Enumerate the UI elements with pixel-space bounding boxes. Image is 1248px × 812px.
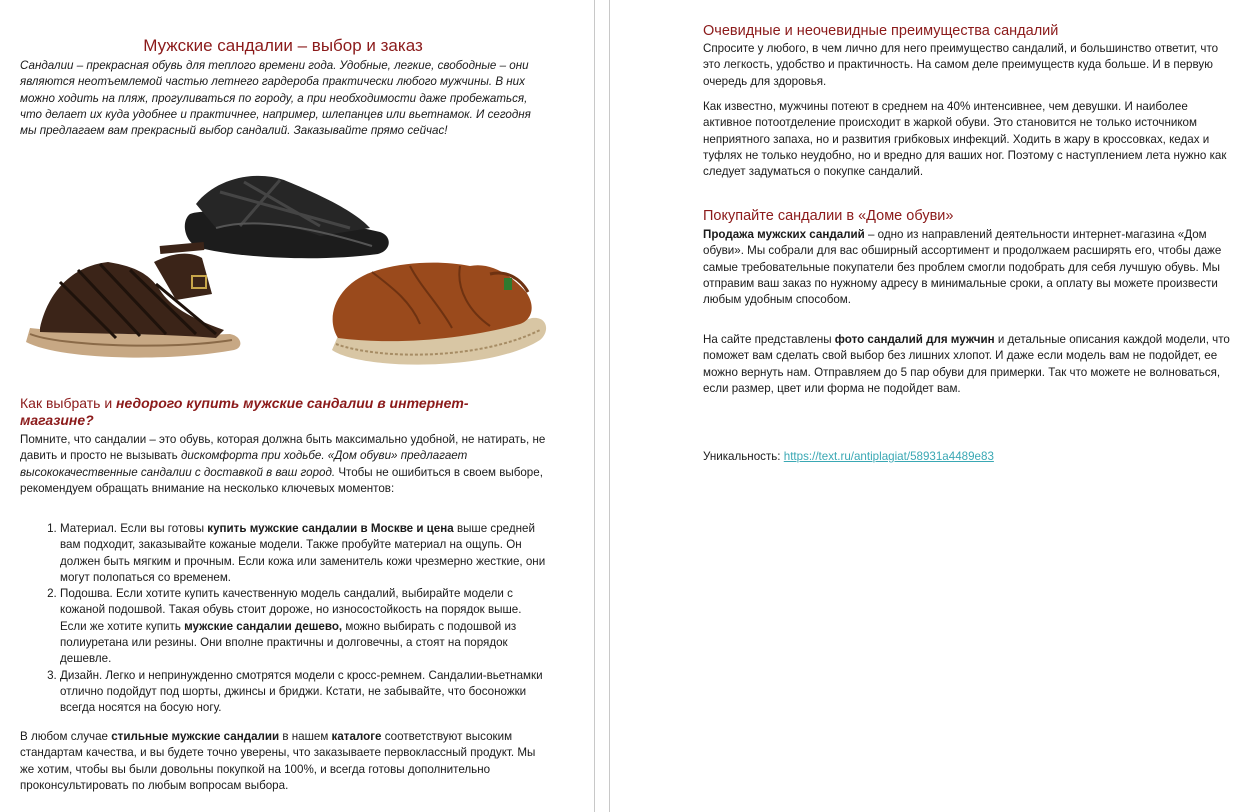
heading-prefix: Как выбрать и	[20, 395, 117, 411]
photos-paragraph: На сайте представлены фото сандалий для мужчин и детальные описания каждой модели, что поможет вам сделать свой выбор без лишних хлопот. И даже если модель вам не подойдет, ее можно вернуть нам. Отправляем до 5 пар обуви для примерки. Так что можете не волноваться, если размер, цвет или форма не подойдет вам.	[703, 333, 1230, 395]
brown-gladiator-sandal	[26, 246, 240, 358]
right-page	[610, 0, 1248, 812]
heading-how-to-buy	[20, 395, 540, 429]
heading-highlight: недорого купить мужские сандалии в интернет-магазине?	[20, 395, 469, 428]
heading-advantages: Очевидные и неочевидные преимущества сандалий	[703, 23, 1059, 39]
uniqueness-line	[703, 449, 1231, 465]
tips-list	[36, 521, 546, 717]
black-slide-sandal	[185, 176, 389, 258]
shop-paragraph: Продажа мужских сандалий – одно из направлений деятельности интернет-магазина «Дом обуви». Мы собрали для вас обширный ассортимент и продолжаем расширять его, чтобы даже самые требовательные покупатели без проблем смогли подобрать для себя лучшую обувь. Мы отправим ваш заказ по нужному адресу в минимальные сроки, а оплату вы можете произвести любым удобным способом.	[703, 228, 1222, 307]
list-item: 2. Подошва. Если хотите купить качественную модель сандалий, выбирайте модели с кожаной подошвой. Такая обувь стоит дороже, но износостойкость на порядок выше. Если же хотите купить мужские сандалии дешево, можно выбирать с подошвой из полиуретана или резины. Они вполне практичны и долговечны, а стоят на порядок дешевле.	[60, 586, 546, 667]
document-title: Мужские сандалии – выбор и заказ	[143, 36, 423, 55]
advantages-paragraph-1: Спросите у любого, в чем лично для него преимущество сандалий, и большинство ответит, что это легкость, удобство и практичность. На самом деле преимуществ куда больше. И в первую очередь для здоровья.	[703, 42, 1219, 88]
page-gutter	[594, 0, 610, 812]
remember-paragraph	[20, 432, 546, 497]
uniqueness-link[interactable]: https://text.ru/antiplagiat/58931a4489e83	[783, 450, 994, 463]
remember-text-2: Чтобы не ошибиться в своем выборе, рекомендуем обращать внимание на несколько ключевых моментов:	[20, 465, 543, 495]
intro-paragraph: Сандалии – прекрасная обувь для теплого времени года. Удобные, легкие, свободные – они являются неотъемлемой частью летнего гардероба практически любого мужчины. В них можно ходить на пляж, прогуливаться по городу, а при необходимости даже пробежаться, что делает их куда удобнее и практичнее, например, шлепанцев или вьетнамок. И сегодня мы предлагаем вам прекрасный выбор сандалий. Заказывайте прямо сейчас!	[20, 59, 531, 138]
left-page	[0, 0, 594, 812]
remember-italic: дискомфорта при ходьбе. «Дом обуви» предлагает высококачественные сандалии с доставкой в ваш город.	[20, 449, 468, 479]
heading-shop: Покупайте сандалии в «Доме обуви»	[703, 208, 954, 224]
remember-text-1: Помните, что сандалии – это обувь, которая должна быть максимально удобной, не натирать, не давить и просто не вызывать	[20, 433, 546, 463]
tan-leather-sandal	[332, 263, 546, 365]
advantages-paragraph-2: Как известно, мужчины потеют в среднем на 40% интенсивнее, чем девушки. И наиболее активное потоотделение происходит в жаркой обуви. Это становится не только источником неприятного запаха, но и развития грибковых инфекций. Ходить в жару в кроссовках, кедах и туфлях не только неудобно, но и вредно для ваших ног. Поэтому с наступлением лета нужно как следует задуматься о покупке сандалий.	[703, 100, 1227, 179]
sandals-photo	[20, 166, 550, 372]
list-item: 3. Дизайн. Легко и непринужденно смотрятся модели с кросс-ремнем. Сандалии-вьетнамки отлично подойдут под шорты, джинсы и бриджи. Кстати, не забывайте, что босоножки всегда носятся на босую ногу.	[60, 668, 546, 717]
list-item: 1. Материал. Если вы готовы купить мужские сандалии в Москве и цена выше средней вам подходит, заказывайте кожаные модели. Также пробуйте материал на ощупь. Он должен быть мягким и прочным. Если кожа или заменитель кожи чрезмерно жесткие, они могут полопаться со временем.	[60, 521, 546, 586]
final-paragraph: В любом случае стильные мужские сандалии в нашем каталоге соответствуют высоким стандартам качества, и вы будете точно уверены, что заказываете первоклассный продукт. Мы же хотим, чтобы вы были довольны покупкой на 100%, и всегда готовы дополнительно проконсультировать по любым вопросам выбора.	[20, 730, 536, 792]
uniqueness-label: Уникальность:	[703, 450, 784, 463]
